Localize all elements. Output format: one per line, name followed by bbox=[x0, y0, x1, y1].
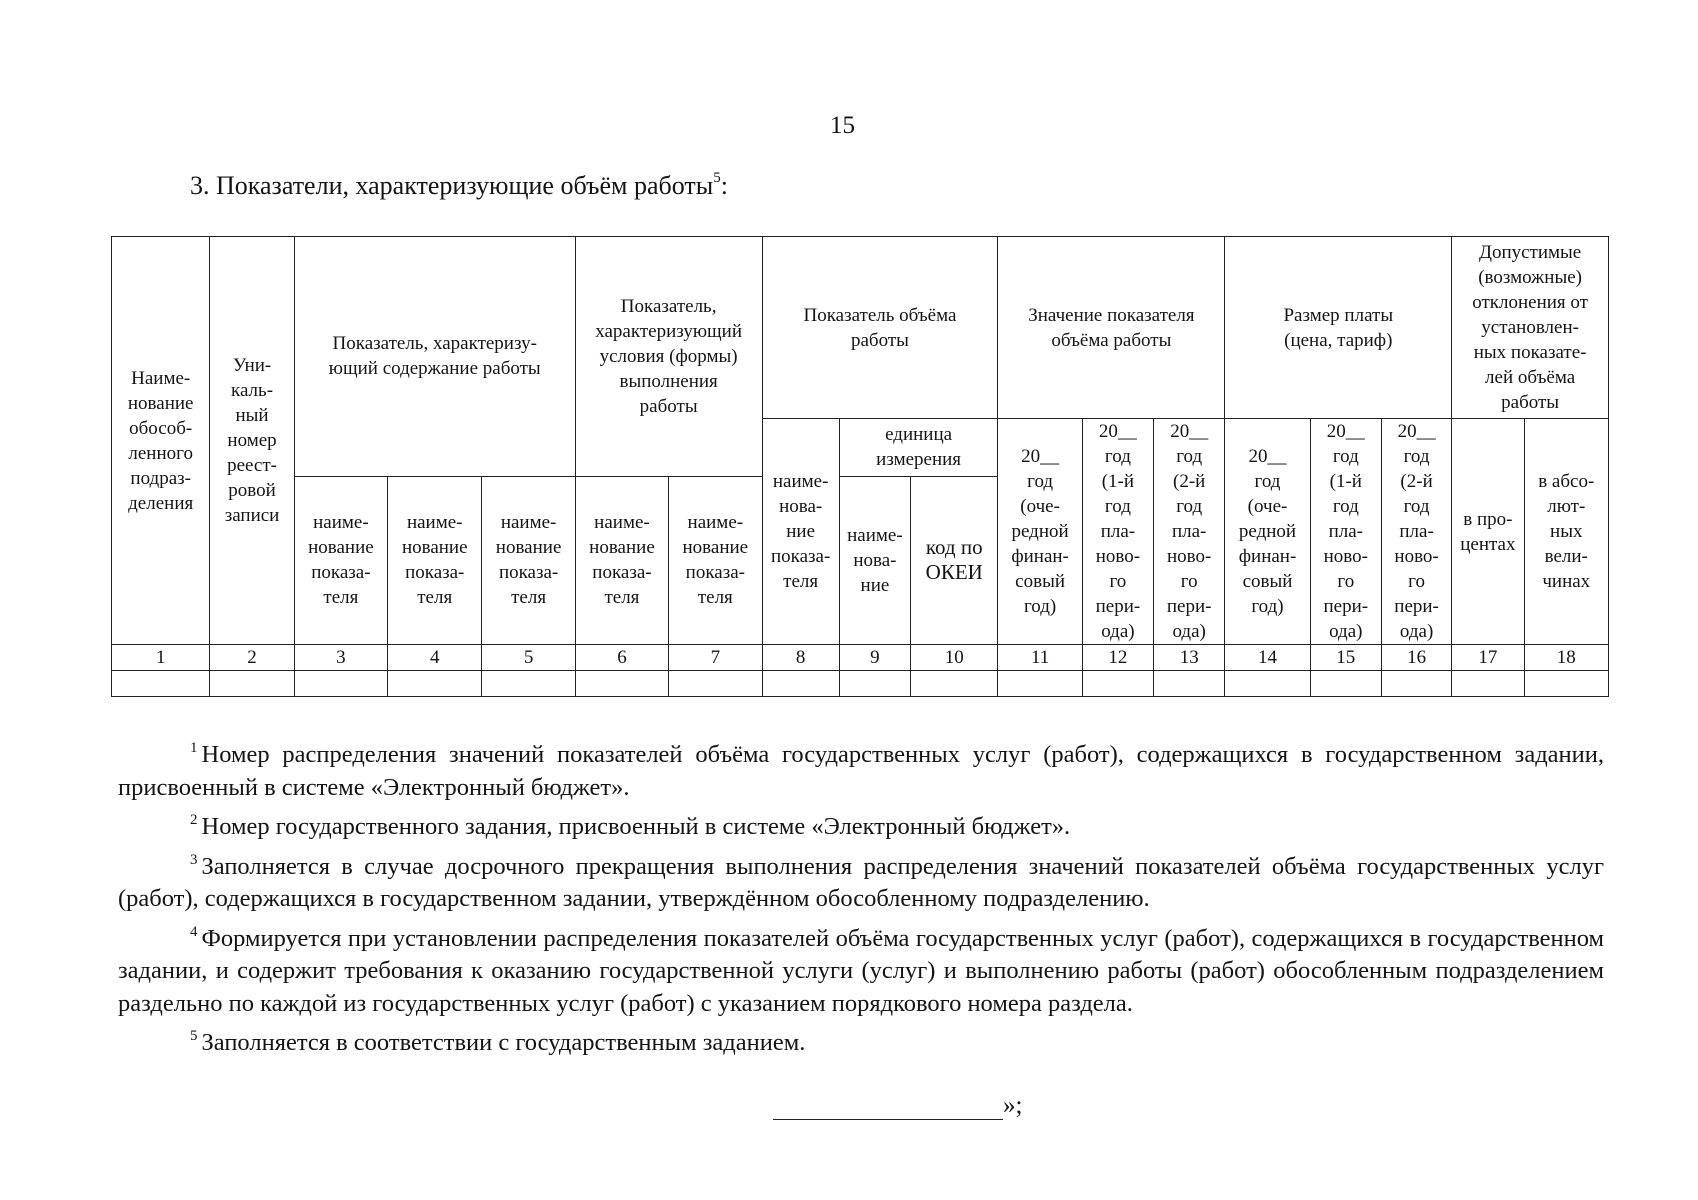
header-year-current: 20__ год (оче- редной финан- совый год) bbox=[998, 419, 1082, 645]
footnote bbox=[118, 804, 1604, 844]
column-number: 8 bbox=[762, 645, 839, 671]
footnote-mark: 3 bbox=[190, 851, 198, 868]
header-in-percent: в про- центах bbox=[1452, 419, 1524, 645]
footnote bbox=[118, 844, 1604, 916]
table-cell bbox=[210, 671, 294, 697]
column-number: 17 bbox=[1452, 645, 1524, 671]
header-unit-of-measure: единица измерения bbox=[839, 419, 998, 477]
table-cell bbox=[1225, 671, 1310, 697]
header-conditions-name-1: наиме- нование показа- теля bbox=[575, 476, 668, 644]
column-number: 16 bbox=[1381, 645, 1451, 671]
table-cell bbox=[1452, 671, 1524, 697]
column-number: 10 bbox=[911, 645, 998, 671]
footnote-text: Заполняется в соответствии с государственным заданием. bbox=[201, 1029, 806, 1056]
column-number: 11 bbox=[998, 645, 1082, 671]
table-cell bbox=[1154, 671, 1225, 697]
table-row bbox=[112, 671, 1609, 697]
page-number: 15 bbox=[830, 112, 855, 139]
table-cell bbox=[112, 671, 210, 697]
table-cell bbox=[1310, 671, 1381, 697]
header-fee-year-plan-2: 20__ год (2-й год пла- ново- го пери- ода) bbox=[1381, 419, 1451, 645]
header-subdivision-name: Наиме- нование обособ- ленного подраз- деления bbox=[112, 237, 210, 645]
header-volume-indicator: Показатель объёма работы bbox=[762, 237, 998, 419]
table-cell bbox=[762, 671, 839, 697]
table-cell bbox=[1524, 671, 1608, 697]
footnote-mark: 5 bbox=[190, 1028, 198, 1044]
table-cell bbox=[1082, 671, 1153, 697]
header-okei-code: код по ОКЕИ bbox=[911, 476, 998, 644]
header-content-indicator: Показатель, характеризу- ющий содержание работы bbox=[294, 237, 575, 477]
header-allowed-deviations: Допустимые (возможные) отклонения от установлен- ных показате- лей объёма работы bbox=[1452, 237, 1609, 419]
column-number: 3 bbox=[294, 645, 387, 671]
header-content-name-2: наиме- нование показа- теля bbox=[388, 476, 482, 644]
section-title bbox=[190, 170, 728, 201]
closing-quote-mark: »; bbox=[1003, 1092, 1023, 1119]
header-content-name-1: наиме- нование показа- теля bbox=[294, 476, 387, 644]
column-number: 5 bbox=[482, 645, 575, 671]
footnote-text: Номер распределения значений показателей объёма государственных услуг (работ), содержащихся в государственном задании, присвоенный в системе «Электронный бюджет». bbox=[118, 741, 1604, 801]
footnote bbox=[118, 1020, 1604, 1060]
header-in-absolute: в абсо- лют- ных вели- чинах bbox=[1524, 419, 1608, 645]
header-fee-size: Размер платы (цена, тариф) bbox=[1225, 237, 1452, 419]
column-number: 2 bbox=[210, 645, 294, 671]
signature-blank-line bbox=[773, 1099, 1003, 1120]
footnote-mark: 2 bbox=[190, 812, 198, 828]
header-conditions-indicator: Показатель, характеризующий условия (формы) выполнения работы bbox=[575, 237, 762, 477]
column-number: 6 bbox=[575, 645, 668, 671]
table-cell bbox=[575, 671, 668, 697]
table-cell bbox=[294, 671, 387, 697]
work-volume-table bbox=[111, 236, 1609, 697]
column-number: 18 bbox=[1524, 645, 1608, 671]
footnote bbox=[118, 732, 1604, 804]
section-title-colon: : bbox=[720, 171, 728, 200]
footnote bbox=[118, 916, 1604, 1021]
column-number: 13 bbox=[1154, 645, 1225, 671]
column-number: 15 bbox=[1310, 645, 1381, 671]
column-number: 4 bbox=[388, 645, 482, 671]
table-cell bbox=[482, 671, 575, 697]
column-number: 1 bbox=[112, 645, 210, 671]
table-cell bbox=[911, 671, 998, 697]
footnote-mark: 1 bbox=[190, 740, 198, 756]
table-cell bbox=[839, 671, 910, 697]
table-cell bbox=[388, 671, 482, 697]
column-number: 14 bbox=[1225, 645, 1310, 671]
table-cell bbox=[1381, 671, 1451, 697]
header-indicator-name: наиме- нова- ние показа- теля bbox=[762, 419, 839, 645]
header-conditions-name-2: наиме- нование показа- теля bbox=[669, 476, 762, 644]
footnotes bbox=[118, 732, 1604, 1060]
column-number: 9 bbox=[839, 645, 910, 671]
header-content-name-3: наиме- нование показа- теля bbox=[482, 476, 575, 644]
column-numbers-row bbox=[112, 645, 1609, 671]
header-registry-number: Уни- каль- ный номер реест- ровой записи bbox=[210, 237, 294, 645]
section-title-footnote-ref: 5 bbox=[713, 170, 721, 186]
footnote-text: Формируется при установлении распределения показателей объёма государственных услуг (работ), содержащихся в государственном задании, и содержит требования к оказанию государственной услуги (услуг) и выполнению работы (работ) обособленным подразделением раздельно по каждой из государственных услуг (работ) с указанием порядкового номера раздела. bbox=[118, 924, 1604, 1017]
column-number: 7 bbox=[669, 645, 762, 671]
header-year-plan-1: 20__ год (1-й год пла- ново- го пери- ода) bbox=[1082, 419, 1153, 645]
header-year-plan-2: 20__ год (2-й год пла- ново- го пери- ода) bbox=[1154, 419, 1225, 645]
header-fee-year-current: 20__ год (оче- редной финан- совый год) bbox=[1225, 419, 1310, 645]
header-fee-year-plan-1: 20__ год (1-й год пла- ново- го пери- ода) bbox=[1310, 419, 1381, 645]
table-cell bbox=[669, 671, 762, 697]
column-number: 12 bbox=[1082, 645, 1153, 671]
header-volume-value: Значение показателя объёма работы bbox=[998, 237, 1225, 419]
footnote-mark: 4 bbox=[190, 923, 198, 940]
section-title-text: 3. Показатели, характеризующие объём работы bbox=[190, 171, 714, 200]
table-cell bbox=[998, 671, 1082, 697]
footnote-text: Номер государственного задания, присвоенный в системе «Электронный бюджет». bbox=[201, 813, 1071, 840]
footnote-text: Заполняется в случае досрочного прекращения выполнения распределения значений показателей объёма государственных услуг (работ), содержащихся в государственном задании, утверждённом обособленному подразделению. bbox=[118, 852, 1604, 912]
header-unit-name: наиме- нова- ние bbox=[839, 476, 910, 644]
